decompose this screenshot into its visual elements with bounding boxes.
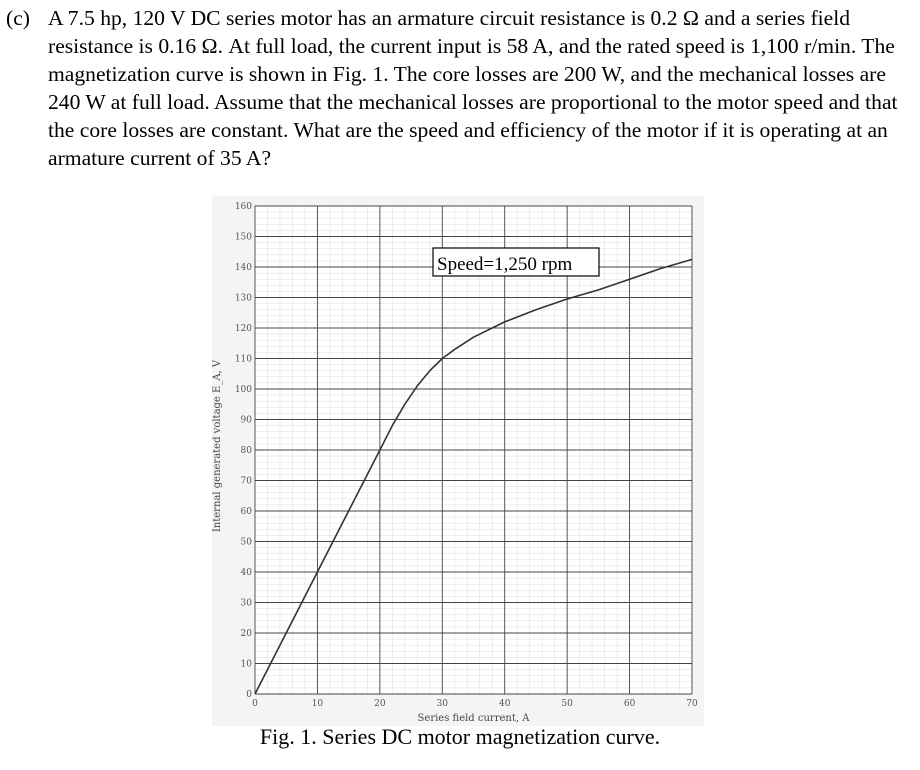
y-tick-label: 160 bbox=[234, 202, 252, 212]
annotation-text: Speed=1,250 rpm bbox=[437, 254, 573, 275]
y-tick-label: 150 bbox=[234, 232, 252, 243]
y-tick-label: 40 bbox=[240, 568, 252, 578]
y-tick-label: 80 bbox=[240, 446, 252, 456]
x-axis-label: Series field current, A bbox=[417, 713, 530, 724]
y-tick-label: 110 bbox=[234, 354, 252, 365]
grid bbox=[255, 206, 692, 694]
x-tick-label: 50 bbox=[561, 699, 573, 709]
x-tick-label: 20 bbox=[374, 699, 386, 709]
x-tick-label: 0 bbox=[252, 699, 258, 709]
y-tick-label: 30 bbox=[240, 598, 252, 609]
y-tick-label: 70 bbox=[240, 476, 252, 487]
y-tick-label: 50 bbox=[240, 537, 252, 548]
x-tick-label: 40 bbox=[498, 699, 511, 709]
x-tick-label: 10 bbox=[311, 699, 324, 709]
annotation-layer bbox=[433, 248, 599, 276]
y-tick-label: 10 bbox=[240, 659, 252, 670]
y-tick-label: 60 bbox=[240, 507, 252, 517]
y-tick-label: 20 bbox=[240, 629, 252, 639]
y-tick-label: 0 bbox=[246, 690, 252, 700]
y-tick-label: 100 bbox=[234, 385, 252, 395]
problem-label: (c) bbox=[6, 6, 30, 30]
y-tick-label: 90 bbox=[240, 415, 252, 426]
x-tick-label: 70 bbox=[686, 699, 698, 709]
figure-caption: Fig. 1. Series DC motor magnetization curve. bbox=[259, 724, 661, 749]
y-axis-label: Internal generated voltage E_A, V bbox=[212, 359, 223, 533]
problem-text: A 7.5 hp, 120 V DC series motor has an armature circuit resistance is 0.2 Ω and a series field resistance is 0.16 Ω. At full load, the current input is 58 A, and the rated speed is 1,100 r/min. The magnetization curve is shown in Fig. 1. The core losses are 200 W, and the mechanical losses are 240 W at full load. Assume that the mechanical losses are proportional to the motor speed and that the core losses are constant. What are the speed and efficiency of the motor if it is operating at an armature current of 35 A? bbox=[48, 6, 898, 170]
x-tick-label: 60 bbox=[623, 699, 636, 709]
y-tick-label: 140 bbox=[234, 263, 252, 273]
x-tick-label: 30 bbox=[436, 699, 449, 709]
y-tick-label: 120 bbox=[234, 324, 252, 334]
y-tick-label: 130 bbox=[234, 293, 252, 304]
